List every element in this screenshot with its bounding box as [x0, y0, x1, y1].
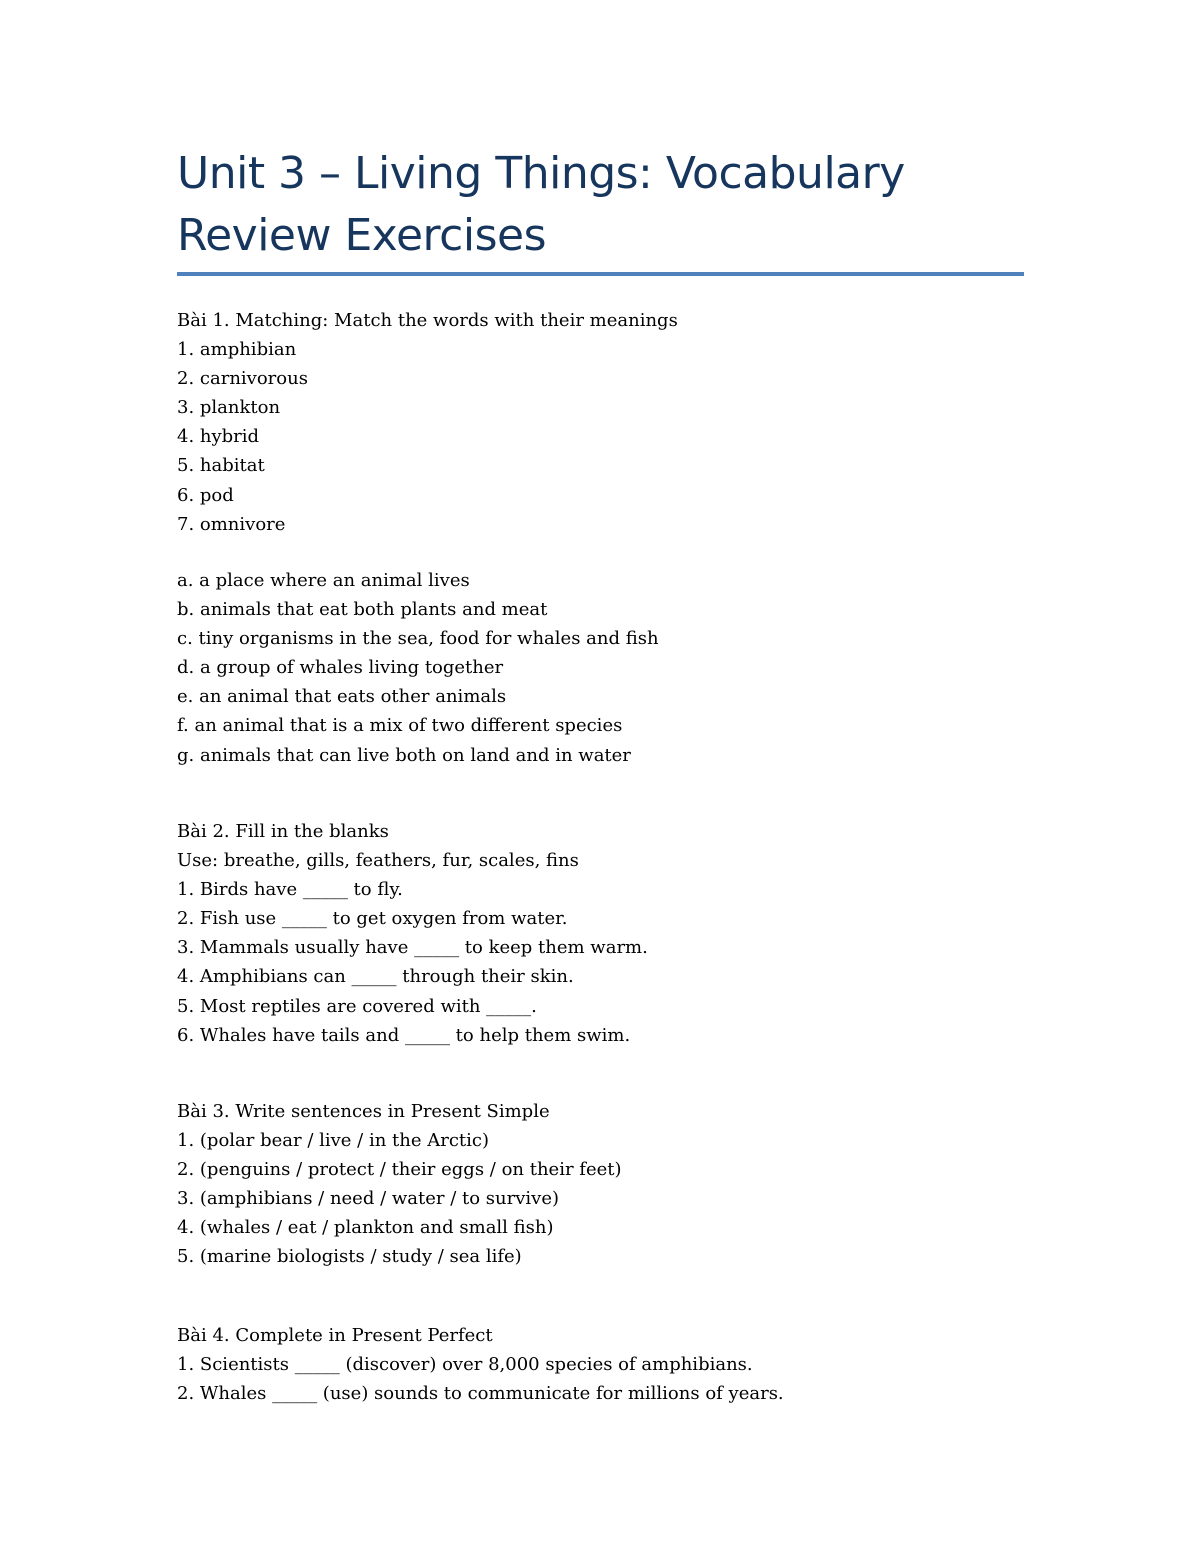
exercise-1-definitions-section	[177, 566, 1057, 770]
exercise-4-heading: Bài 4. Complete in Present Perfect	[177, 1325, 493, 1346]
word-item: 4. hybrid	[177, 426, 260, 448]
present-perfect-item: 1. Scientists _____ (discover) over 8,000 species of amphibians.	[177, 1354, 753, 1376]
word-item: 2. carnivorous	[177, 368, 308, 390]
definition-item: b. animals that eat both plants and meat	[177, 599, 548, 621]
word-item: 5. habitat	[177, 455, 265, 477]
exercise-2-heading: Bài 2. Fill in the blanks	[177, 821, 389, 842]
exercise-3-heading: Bài 3. Write sentences in Present Simple	[177, 1101, 550, 1122]
sentence-prompt-item: 4. (whales / eat / plankton and small fish)	[177, 1217, 554, 1239]
definition-item: g. animals that can live both on land and in water	[177, 744, 631, 766]
word-item: 7. omnivore	[177, 513, 286, 535]
word-item: 1. amphibian	[177, 339, 297, 361]
definition-item: c. tiny organisms in the sea, food for whales and fish	[177, 628, 659, 650]
fill-blank-item: 4. Amphibians can _____ through their skin.	[177, 966, 574, 988]
fill-blank-item: 2. Fish use _____ to get oxygen from water.	[177, 908, 568, 930]
fill-blank-item: 5. Most reptiles are covered with _____.	[177, 995, 537, 1017]
fill-blank-item: 6. Whales have tails and _____ to help them swim.	[177, 1024, 631, 1046]
present-perfect-item: 2. Whales _____ (use) sounds to communicate for millions of years.	[177, 1383, 784, 1405]
definition-item: f. an animal that is a mix of two different species	[177, 715, 623, 737]
definition-item: e. an animal that eats other animals	[177, 686, 507, 708]
word-bank: Use: breathe, gills, feathers, fur, scales, fins	[177, 850, 579, 872]
fill-blank-item: 3. Mammals usually have _____ to keep them warm.	[177, 937, 648, 959]
word-item: 3. plankton	[177, 397, 281, 419]
exercise-3-section	[177, 1097, 1057, 1272]
sentence-prompt-item: 3. (amphibians / need / water / to survive)	[177, 1188, 559, 1210]
definition-item: a. a place where an animal lives	[177, 570, 470, 591]
exercise-4-section	[177, 1321, 1057, 1408]
page-title: Unit 3 – Living Things: Vocabulary Review Exercises	[177, 148, 905, 261]
exercise-1-heading: Bài 1. Matching: Match the words with their meanings	[177, 310, 678, 331]
sentence-prompt-item: 2. (penguins / protect / their eggs / on their feet)	[177, 1159, 622, 1181]
sentence-prompt-item: 1. (polar bear / live / in the Arctic)	[177, 1130, 490, 1152]
exercise-2-section	[177, 817, 1057, 1050]
title-underline	[177, 272, 1024, 276]
word-item: 6. pod	[177, 484, 234, 506]
sentence-prompt-item: 5. (marine biologists / study / sea life)	[177, 1246, 522, 1268]
exercise-1-words-section	[177, 306, 1057, 539]
definition-item: d. a group of whales living together	[177, 657, 504, 679]
fill-blank-item: 1. Birds have _____ to fly.	[177, 879, 403, 901]
